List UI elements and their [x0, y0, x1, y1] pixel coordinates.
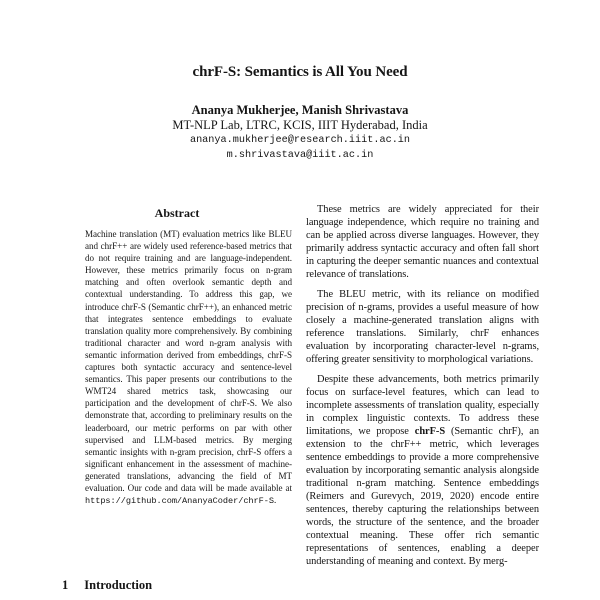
abstract-text	[85, 228, 292, 507]
paper-affiliation: MT-NLP Lab, LTRC, KCIS, IIIT Hyderabad, India	[172, 118, 428, 132]
section-title: Introduction	[84, 578, 153, 592]
abstract-final-period: .	[273, 495, 277, 506]
body-paragraph-3-suffix: (Semantic chrF), an extension to the chrF++ metric, which leverages sentence embeddings to provide a more comprehensive evaluation by incorporating semantic analysis alongside traditional n-gram matching. Sentence embeddings (Reimers and Gurevych, 2019, 2020) encode entire sentences, thereby capturing the relationships between words, the structure of the sentence, and the broader contextual meaning. These offer rich semantic representations of sentences, enabling a deeper understanding of meaning and context. By merg-	[306, 426, 539, 567]
section-heading-introduction	[62, 578, 292, 593]
paper-authors: Ananya Mukherjee, Manish Shrivastava	[191, 103, 409, 117]
body-paragraph-2: The BLEU metric, with its reliance on modified precision of n-grams, provides a useful measure of how closely a machine-generated translation aligns with reference translations. Similarly, chrF enhances evaluation by incorporating character-level n-grams, offering greater sensitivity to morphological variations.	[306, 289, 539, 365]
body-paragraph-1: These metrics are widely appreciated for their language independence, which require no training and can be applied across diverse languages. However, they primarily address syntactic accuracy and often fall short in capturing the deeper semantic nuances and contextual relevance of translations.	[306, 204, 539, 280]
author-email-primary: ananya.mukherjee@research.iiit.ac.in	[189, 135, 411, 146]
author-email-secondary: m.shrivastava@iiit.ac.in	[226, 150, 374, 161]
abstract-body-text: Machine translation (MT) evaluation metrics like BLEU and chrF++ are widely used reference-based metrics that do not require training and are language-independent. However, these metrics primarily focus on n-gram matching and often overlook semantic depth and contextual understanding. To address this gap, we introduce chrF-S (Semantic chrF++), an enhanced metric that integrates sentence embeddings to evaluate translation quality more comprehensively. By combining traditional character and word n-gram analysis with semantic information derived from embeddings, chrF-S captures both syntactic accuracy and sentence-level semantics. This paper presents our contributions to the WMT24 shared metrics task, showcasing our participation and the development of chrF-S. We also demonstrate that, according to preliminary results on the leaderboard, our metric performs on par with other supervised and LLM-based metrics. By merging semantic insights with n-gram precision, chrF-S offers a significant enhancement in the assessment of machine-generated translations, advancing the field of MT evaluation. Our code and data will be made available at	[85, 229, 292, 493]
code-repository-link[interactable]: https://github.com/AnanyaCoder/chrF-S	[85, 496, 274, 507]
abstract-heading: Abstract	[154, 206, 200, 220]
section-number: 1	[62, 578, 69, 592]
body-paragraph-3-prefix: Despite these advancements, both metrics primarily focus on surface-level features, which can lead to incomplete assessments of translation quality, especially in complex linguistic contexts. To address these limitations, we propose	[306, 374, 539, 437]
author-block	[0, 103, 600, 163]
right-column	[306, 203, 539, 568]
paper-title: chrF-S: Semantics is All You Need	[192, 64, 408, 80]
body-paragraph-3	[306, 373, 539, 568]
metric-name-bold: chrF-S	[414, 426, 446, 437]
